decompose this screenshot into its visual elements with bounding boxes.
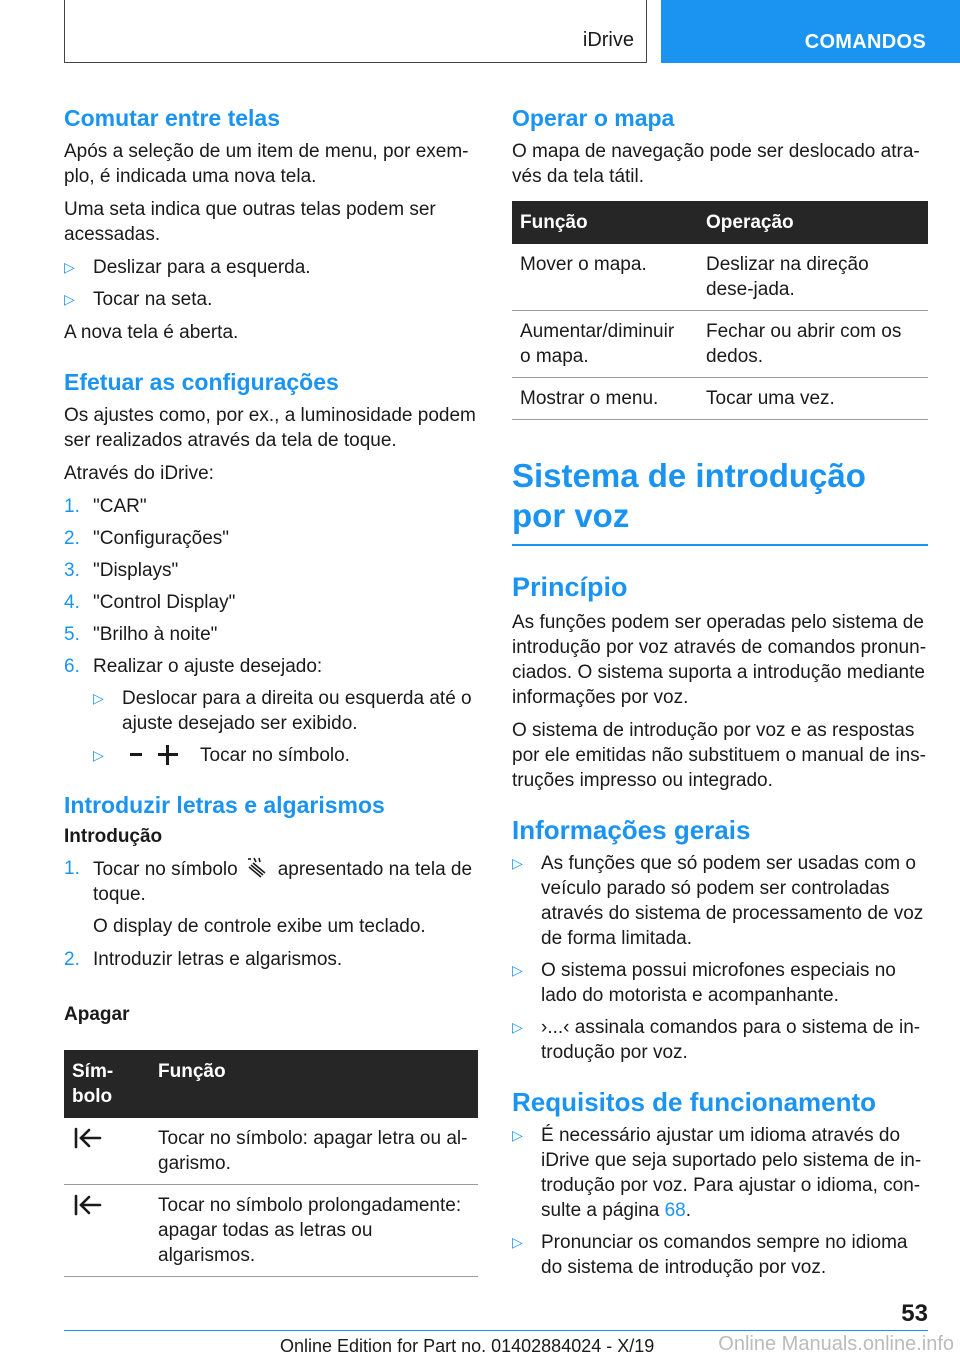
table-cell: Fechar ou abrir com os dedos. (698, 311, 928, 378)
section-title-operate-map: Operar o mapa (512, 105, 675, 131)
list-item: ▷ Deslizar para a esquerda. (64, 257, 311, 278)
section-title-general-info: Informações gerais (512, 815, 751, 845)
page-reference-link[interactable]: 68 (664, 1200, 686, 1221)
steps-list (64, 494, 478, 768)
paragraph: Uma seta indica que outras telas podem ser acessadas. (64, 199, 436, 245)
footer-divider (64, 1330, 928, 1331)
section-title-switch-screens: Comutar entre telas (64, 105, 281, 131)
paragraph: O mapa de navegação pode ser deslocado atra‐vés da tela tátil. (512, 141, 920, 187)
paragraph: Os ajustes como, por ex., a luminosidade podem ser realizados através da tela de toque. (64, 405, 476, 451)
paragraph: Através do iDrive: (64, 463, 214, 484)
section-title-principle: Princípio (512, 572, 628, 602)
backspace-arrow-icon (72, 1193, 104, 1217)
table-header-cell: Operação (698, 201, 928, 244)
table-cell: Tocar uma vez. (698, 378, 928, 420)
backspace-arrow-icon (72, 1126, 104, 1150)
list-item: 1. "CAR" (64, 496, 147, 517)
triangle-bullet-icon: ▷ (512, 1127, 523, 1143)
table-cell: Tocar no símbolo prolongadamente: apagar todas as letras ou algarismos. (150, 1185, 478, 1277)
triangle-bullet-icon: ▷ (93, 747, 104, 763)
paragraph: A nova tela é aberta. (64, 322, 239, 343)
table-row (512, 244, 928, 311)
header-chapter-label: COMANDOS (804, 31, 926, 53)
list-item: ▷ As funções que só podem ser usadas com o veículo parado só podem ser controladas através do sistema de processamento de voz de forma limitada. (512, 853, 924, 949)
footer-watermark: Online Manuals.online.info (718, 1333, 954, 1355)
paragraph: O sistema de introdução por voz e as respostas por ele emitidas não substituem o manual de ins‐truções impresso ou integrado. (512, 720, 927, 791)
table-cell-symbol (64, 1118, 150, 1185)
section-title-settings: Efetuar as configurações (64, 369, 339, 395)
sub-bullet-list (93, 686, 478, 768)
triangle-bullet-icon: ▷ (512, 1019, 523, 1035)
table-header-cell: Função (512, 201, 698, 244)
footer-edition: Online Edition for Part no. 01402884024 - X/19 (280, 1336, 655, 1356)
table-cell: Mostrar o menu. (512, 378, 698, 420)
page-number: 53 (901, 1300, 928, 1327)
table-header-cell: Sím‐bolo (64, 1050, 150, 1118)
delete-symbols-table (64, 1050, 478, 1277)
table-row (64, 1118, 478, 1185)
header-section-label: iDrive (582, 29, 634, 51)
list-item: 3. "Displays" (64, 560, 179, 581)
header-chapter-tab (661, 0, 960, 63)
paragraph: Após a seleção de um item de menu, por exem‐plo, é indicada uma nova tela. (64, 141, 469, 187)
steps-list (64, 856, 478, 972)
table-row (512, 378, 928, 420)
list-item: 2. "Configurações" (64, 528, 230, 549)
minus-plus-icon (122, 745, 190, 763)
list-item: ▷ É necessário ajustar um idioma através do iDrive que seja suportado pelo sistema de in‐trodução por voz. Para ajustar o idioma, con‐sulte a página 68. (512, 1125, 922, 1221)
chapter-title-voice-input: Sistema de introdução por voz (512, 456, 928, 546)
list-item: ▷ Tocar na seta. (64, 289, 213, 310)
table-header-cell: Função (150, 1050, 478, 1118)
paragraph: As funções podem ser operadas pelo sistema de introdução por voz através de comandos pronun‐ciados. O sistema suporta a introdução mediante informações por voz. (512, 612, 927, 708)
header-section-box (64, 0, 647, 63)
triangle-bullet-icon: ▷ (93, 690, 104, 706)
handwriting-pointer-icon (244, 856, 272, 878)
list-item: 5. "Brilho à noite" (64, 624, 218, 645)
list-item: 2. Introduzir letras e algarismos. (64, 949, 343, 970)
triangle-bullet-icon: ▷ (64, 259, 75, 275)
list-item: ▷ Deslocar para a direita ou esquerda até o ajuste desejado ser exibido. (93, 688, 472, 734)
list-item: ▷ ›...‹ assinala comandos para o sistema de in‐trodução por voz. (512, 1017, 921, 1063)
table-row (512, 311, 928, 378)
list-item: 6. Realizar o ajuste desejado: ▷ Deslocar para a direita ou esquerda até o ajuste desejado ser exibido. ▷ Tocar no símbolo. (64, 654, 478, 768)
bullet-list (64, 255, 478, 312)
triangle-bullet-icon: ▷ (512, 855, 523, 871)
list-item: 1. Tocar no símbolo apresentado na tela de toque. O display de controle exibe um teclado. (64, 856, 478, 939)
triangle-bullet-icon: ▷ (512, 962, 523, 978)
table-cell: Deslizar na direção dese‐jada. (698, 244, 928, 311)
table-cell: Aumentar/diminuir o mapa. (512, 311, 698, 378)
list-item: ▷ Tocar no símbolo. (93, 745, 350, 766)
list-item: ▷ O sistema possui microfones especiais no lado do motorista e acompanhante. (512, 960, 896, 1006)
list-item: ▷ Pronunciar os comandos sempre no idioma do sistema de introdução por voz. (512, 1232, 908, 1278)
table-cell: Tocar no símbolo: apagar letra ou al‐garismo. (150, 1118, 478, 1185)
bullet-list (512, 1123, 928, 1280)
section-title-letters-numbers: Introduzir letras e algarismos (64, 792, 385, 818)
table-header-row (512, 201, 928, 244)
left-column (64, 103, 478, 1285)
triangle-bullet-icon: ▷ (512, 1234, 523, 1250)
section-title-requirements: Requisitos de funcionamento (512, 1087, 877, 1117)
step-note: O display de controle exibe um teclado. (93, 916, 426, 937)
subheading-introduction: Introdução (64, 826, 163, 847)
table-row (64, 1185, 478, 1277)
triangle-bullet-icon: ▷ (64, 291, 75, 307)
right-column (512, 103, 928, 1288)
subheading-delete: Apagar (64, 1004, 130, 1025)
table-header-row (64, 1050, 478, 1118)
bullet-list (512, 851, 928, 1065)
table-cell-symbol (64, 1185, 150, 1277)
map-operation-table (512, 201, 928, 420)
list-item: 4. "Control Display" (64, 592, 236, 613)
table-cell: Mover o mapa. (512, 244, 698, 311)
